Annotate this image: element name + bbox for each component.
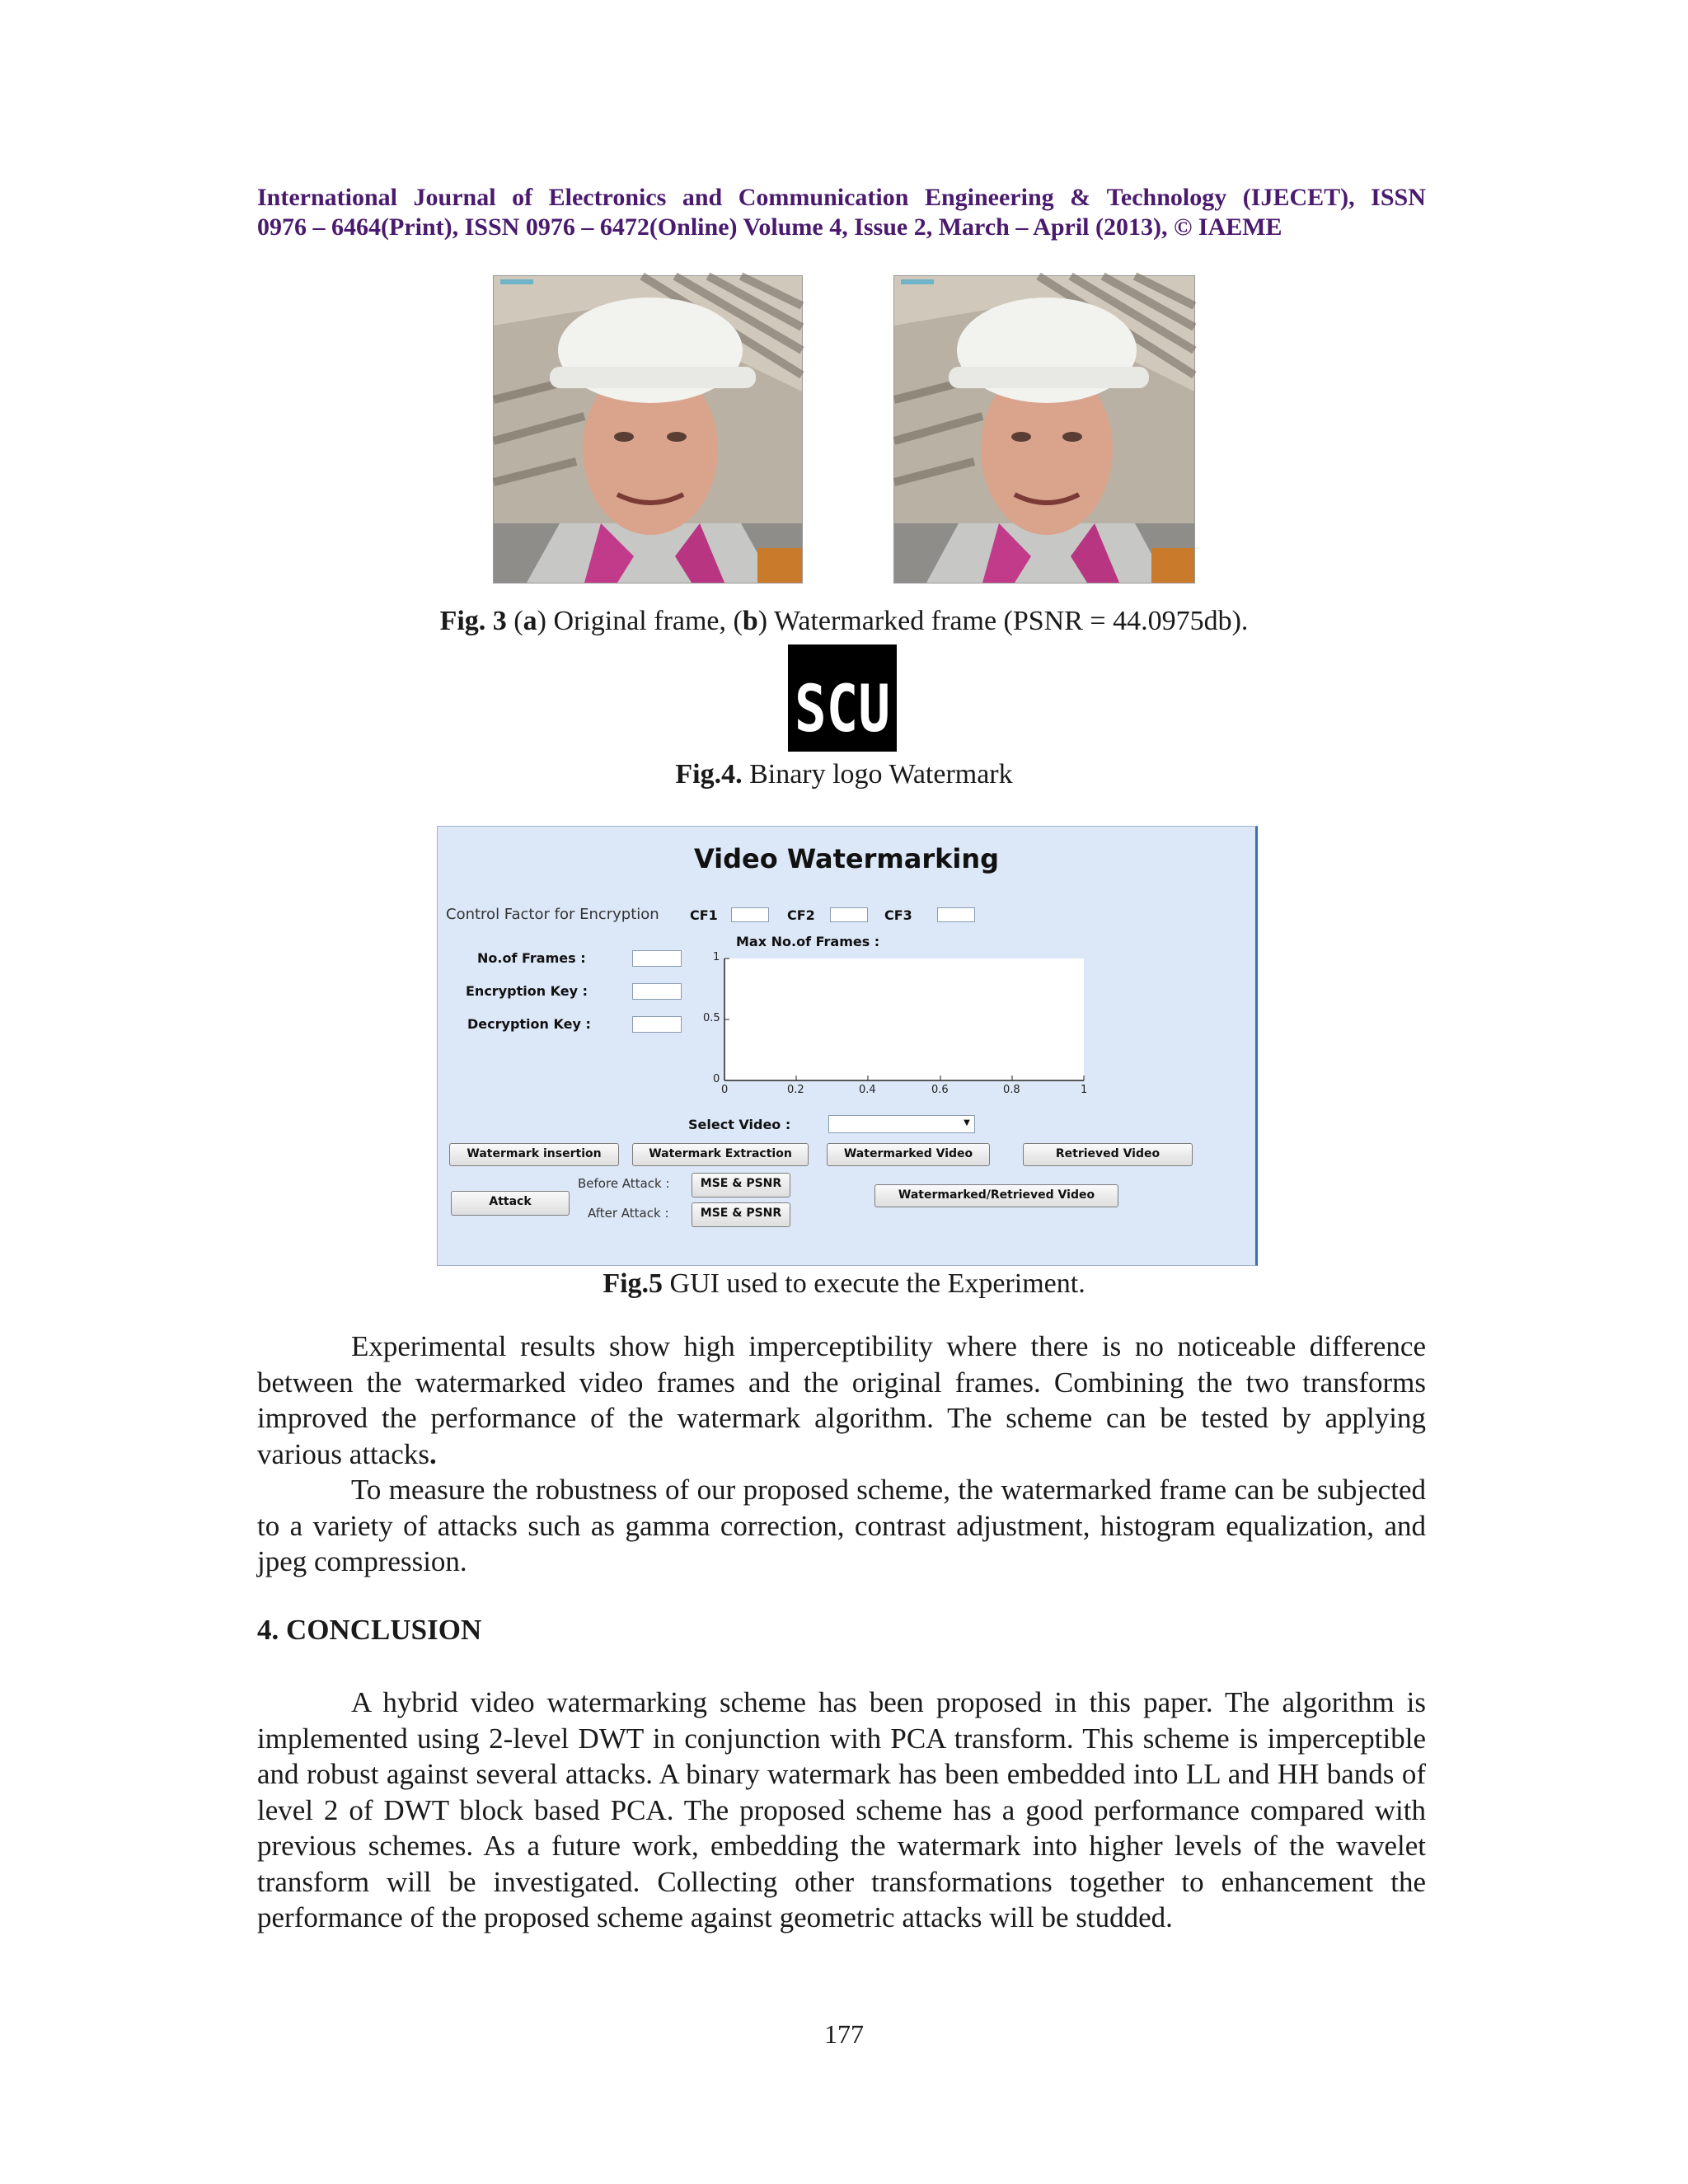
y-tick-label: 1 (713, 951, 720, 963)
x-tick-label: 1 (1081, 1084, 1088, 1096)
header-word: of (512, 184, 533, 211)
cf2-label: CF2 (787, 907, 815, 923)
figure-4-caption (0, 758, 1688, 791)
select-video-label: Select Video : (688, 1117, 791, 1132)
paragraph (257, 1329, 1426, 1472)
header-word: Engineering (924, 184, 1054, 211)
paragraph: To measure the robustness of our proposed scheme, the watermarked frame can be subjected to a variety of attacks such as gamma correction, contrast adjustment, histogram equalization, and jpeg compression. (257, 1474, 1426, 1577)
gui-title: Video Watermarking (693, 843, 1000, 874)
caption-text: GUI used to execute the Experiment. (663, 1268, 1085, 1299)
svg-text:SCU: SCU (795, 673, 890, 747)
watermarked-retrieved-video-button[interactable]: Watermarked/Retrieved Video (874, 1184, 1118, 1207)
journal-header (257, 183, 1426, 242)
video-watermarking-gui (437, 826, 1258, 1266)
x-tick-label: 0.4 (859, 1084, 876, 1096)
no-frames-label: No.of Frames : (477, 950, 586, 966)
x-tick-label: 0.6 (931, 1084, 949, 1096)
paragraph-period: . (429, 1437, 437, 1470)
max-frames-label: Max No.of Frames : (736, 934, 880, 949)
caption-part-a: a (523, 606, 537, 636)
cf1-label: CF1 (690, 907, 718, 923)
select-video-dropdown[interactable] (828, 1115, 975, 1133)
paragraph: A hybrid video watermarking scheme has been proposed in this paper. The algorithm is implemented using 2-level DWT in conjunction with PCA transform. This scheme is imperceptible and robust against several attacks. A binary watermark has been embedded into LL and HH bands of level 2 of DWT block based PCA. The proposed scheme has a good performance compared with previous schemes. As a future work, embedding the watermark into higher levels of the wavelet transform will be investigated. Collecting other transformations together to enhancement the performance of the proposed scheme against geometric attacks will be studded. (257, 1686, 1426, 1933)
x-tick-label: 0 (721, 1084, 729, 1096)
binary-logo-watermark-image (788, 644, 897, 752)
header-word: & (1070, 184, 1091, 211)
caption-text: Binary logo Watermark (742, 759, 1013, 790)
watermark-extraction-button[interactable]: Watermark Extraction (632, 1143, 809, 1166)
header-word: (IJECET), (1242, 184, 1355, 211)
results-paragraphs (257, 1329, 1426, 1580)
conclusion-paragraph-block (257, 1685, 1426, 1936)
chevron-down-icon: ▼ (964, 1118, 970, 1127)
caption-part-b: b (742, 606, 758, 636)
figure-3-label: Fig. 3 (439, 606, 507, 636)
watermarked-video-button[interactable]: Watermarked Video (827, 1143, 990, 1166)
page-number: 177 (824, 2019, 864, 2049)
retrieved-video-button[interactable]: Retrieved Video (1023, 1143, 1193, 1166)
cf3-label: CF3 (884, 907, 912, 923)
control-factor-label: Control Factor for Encryption (446, 906, 659, 923)
header-word: ISSN (1371, 184, 1426, 211)
header-word: Technology (1106, 184, 1227, 211)
header-word: and (682, 184, 723, 211)
paragraph-text: Experimental results show high imperceptibility where there is no noticeable difference between the watermarked video frames and the original frames. Combining the two transforms improved the performance of the watermark algorithm. The scheme can be tested by applying various attacks (257, 1330, 1426, 1470)
y-tick-label: 0.5 (703, 1012, 720, 1024)
header-word: Communication (738, 184, 909, 211)
watermarked-frame-image (893, 275, 1195, 583)
figure-3-caption (0, 605, 1688, 638)
mse-psnr-before-button[interactable]: MSE & PSNR (692, 1173, 790, 1197)
x-tick-label: 0.2 (787, 1084, 804, 1096)
section-heading: 4. CONCLUSION (257, 1614, 482, 1646)
figure-5-label: Fig.5 (603, 1268, 663, 1299)
mse-psnr-after-button[interactable]: MSE & PSNR (692, 1202, 790, 1227)
caption-text: ) Watermarked frame (PSNR = 44.0975db). (757, 606, 1249, 636)
figure-5-caption (0, 1268, 1688, 1301)
before-attack-label: Before Attack : (578, 1176, 670, 1191)
original-frame-image (493, 275, 803, 583)
caption-text: ) Original frame, ( (537, 606, 743, 636)
decryption-key-label: Decryption Key : (467, 1016, 591, 1032)
header-word: Journal (413, 184, 496, 211)
y-tick-label: 0 (713, 1073, 720, 1085)
watermark-insertion-button[interactable]: Watermark insertion (449, 1143, 619, 1166)
header-word: Electronics (548, 184, 667, 211)
attack-button[interactable]: Attack (451, 1191, 570, 1216)
figure-4-label: Fig.4. (675, 759, 743, 790)
header-word: International (257, 184, 398, 211)
x-tick-label: 0.8 (1003, 1084, 1020, 1096)
header-line-1 (257, 183, 1426, 213)
caption-text: ( (506, 606, 523, 636)
after-attack-label: After Attack : (588, 1206, 669, 1221)
header-line-2: 0976 – 6464(Print), ISSN 0976 – 6472(Online) Volume 4, Issue 2, March – April (2013), © IAEME (257, 213, 1282, 241)
encryption-key-label: Encryption Key : (466, 983, 588, 999)
